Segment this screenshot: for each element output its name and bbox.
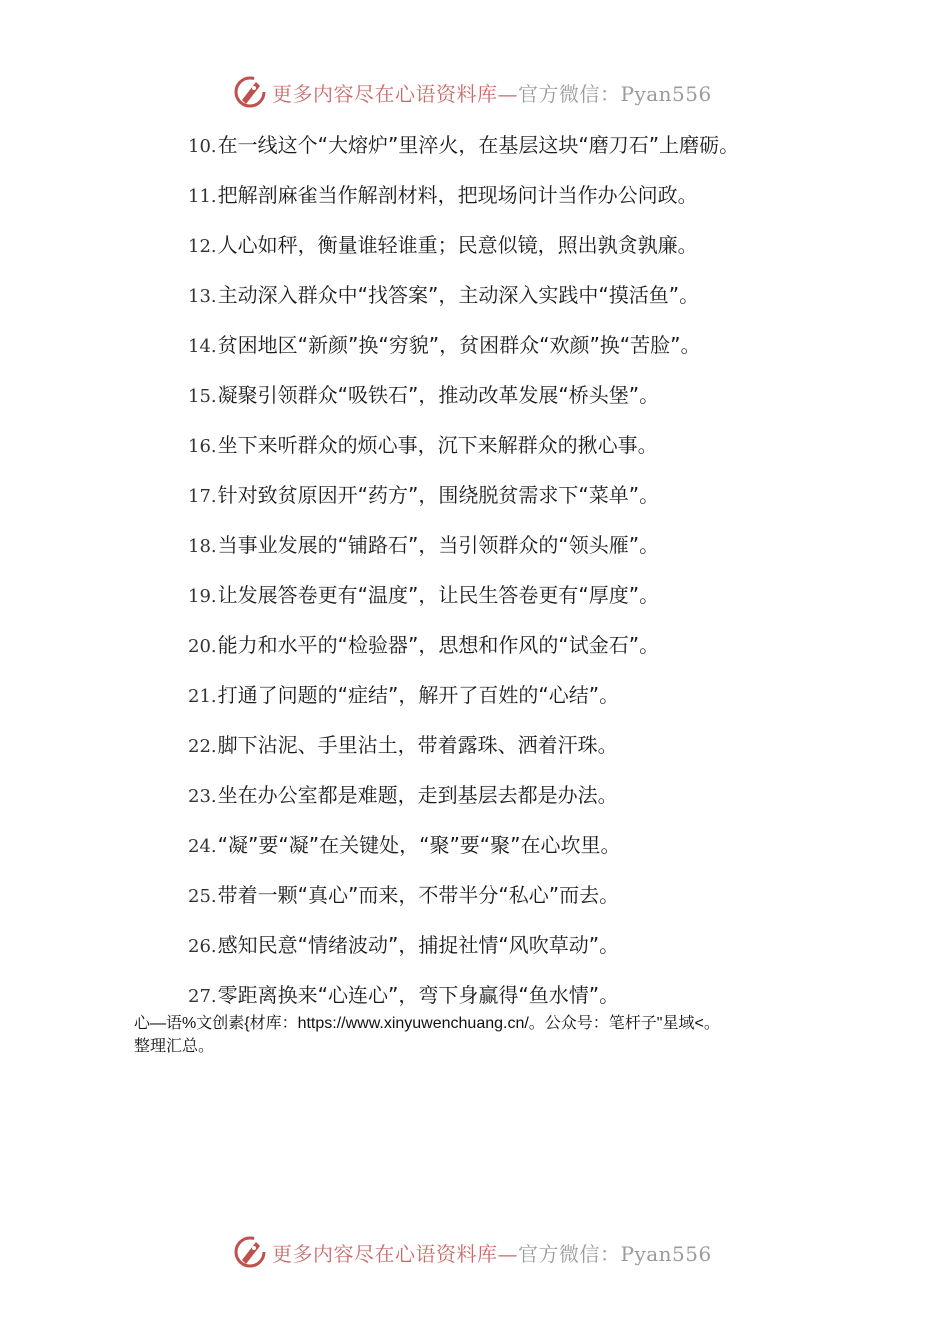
header-text-wechat: 官方微信：Pyan556 <box>518 81 712 106</box>
phrase-list <box>188 120 888 1020</box>
item-number: 22. <box>188 736 217 757</box>
item-number: 13. <box>188 286 217 307</box>
item-number: 25. <box>188 886 217 907</box>
list-item <box>188 670 888 720</box>
header-text-main: 更多内容尽在心语资料库— <box>272 81 518 106</box>
item-text: 脚下沾泥、手里沾土，带着露珠、洒着汗珠。 <box>217 733 618 757</box>
list-item <box>188 220 888 270</box>
item-text: 坐在办公室都是难题，走到基层去都是办法。 <box>217 783 618 807</box>
source-note <box>134 1012 834 1058</box>
footer-text <box>272 1238 712 1267</box>
source-note-line2: 整理汇总。 <box>134 1038 215 1055</box>
item-number: 15. <box>188 386 217 407</box>
pen-nib-logo-icon <box>232 1234 268 1270</box>
item-number: 18. <box>188 536 217 557</box>
list-item <box>188 570 888 620</box>
item-text: 坐下来听群众的烦心事，沉下来解群众的揪心事。 <box>217 433 658 457</box>
item-number: 12. <box>188 236 217 257</box>
item-number: 27. <box>188 986 217 1007</box>
list-item <box>188 620 888 670</box>
item-number: 19. <box>188 586 217 607</box>
item-text: “凝”要“凝”在关键处，“聚”要“聚”在心坎里。 <box>217 833 621 857</box>
item-number: 10. <box>188 136 217 157</box>
item-number: 11. <box>188 186 217 207</box>
footer-text-main: 更多内容尽在心语资料库— <box>272 1241 518 1266</box>
item-text: 针对致贫原因开“药方”，围绕脱贫需求下“菜单”。 <box>217 483 660 507</box>
item-number: 23. <box>188 786 217 807</box>
item-text: 人心如秤，衡量谁轻谁重；民意似镜，照出孰贪孰廉。 <box>217 233 698 257</box>
list-item <box>188 270 888 320</box>
item-number: 17. <box>188 486 217 507</box>
item-text: 让发展答卷更有“温度”，让民生答卷更有“厚度”。 <box>217 583 660 607</box>
list-item <box>188 420 888 470</box>
item-number: 24. <box>188 836 217 857</box>
item-number: 16. <box>188 436 217 457</box>
item-text: 主动深入群众中“找答案”，主动深入实践中“摸活鱼”。 <box>217 283 700 307</box>
header-banner <box>232 72 732 112</box>
item-text: 把解剖麻雀当作解剖材料，把现场问计当作办公问政。 <box>217 183 698 207</box>
item-text: 感知民意“情绪波动”，捕捉社情“风吹草动”。 <box>217 933 620 957</box>
item-text: 带着一颗“真心”而来，不带半分“私心”而去。 <box>217 883 620 907</box>
item-text: 零距离换来“心连心”，弯下身赢得“鱼水情”。 <box>217 983 620 1007</box>
list-item <box>188 920 888 970</box>
item-text: 贫困地区“新颜”换“穷貌”，贫困群众“欢颜”换“苦脸”。 <box>217 333 701 357</box>
source-note-line1: 心—语%文创素{材库：https://www.xinyuwenchuang.cn/。公众号：笔杆子"星域<。 <box>134 1015 720 1032</box>
header-text <box>272 78 712 107</box>
list-item <box>188 370 888 420</box>
item-number: 14. <box>188 336 217 357</box>
item-number: 26. <box>188 936 217 957</box>
list-item <box>188 870 888 920</box>
list-item <box>188 320 888 370</box>
list-item <box>188 120 888 170</box>
list-item <box>188 770 888 820</box>
list-item <box>188 470 888 520</box>
list-item <box>188 520 888 570</box>
item-text: 凝聚引领群众“吸铁石”，推动改革发展“桥头堡”。 <box>217 383 660 407</box>
list-item <box>188 820 888 870</box>
item-text: 能力和水平的“检验器”，思想和作风的“试金石”。 <box>217 633 660 657</box>
item-text: 打通了问题的“症结”，解开了百姓的“心结”。 <box>217 683 620 707</box>
item-number: 21. <box>188 686 217 707</box>
pen-nib-logo-icon <box>232 74 268 110</box>
footer-banner <box>232 1232 732 1272</box>
list-item <box>188 720 888 770</box>
footer-text-wechat: 官方微信：Pyan556 <box>518 1241 712 1266</box>
list-item <box>188 170 888 220</box>
item-number: 20. <box>188 636 217 657</box>
item-text: 在一线这个“大熔炉”里淬火，在基层这块“磨刀石”上磨砺。 <box>217 133 740 157</box>
item-text: 当事业发展的“铺路石”，当引领群众的“领头雁”。 <box>217 533 660 557</box>
